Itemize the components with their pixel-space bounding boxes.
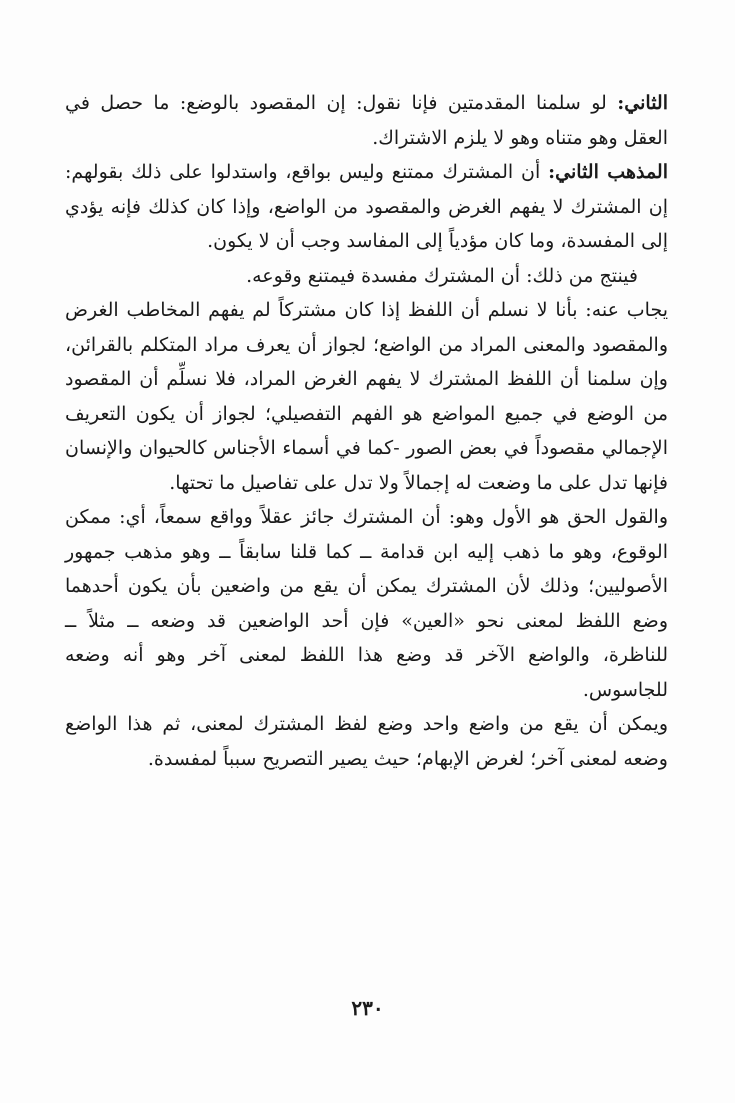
paragraph-text: لو سلمنا المقدمتين فإنا نقول: إن المقصود بالوضع: ما حصل في العقل وهو متناه وهو لا يلزم الاشتراك. — [65, 92, 668, 149]
paragraph-lead: المذهب الثاني: — [548, 161, 668, 183]
paragraph-1 — [65, 86, 668, 155]
paragraph-6 — [65, 707, 668, 776]
paragraph-4 — [65, 293, 668, 500]
paragraph-5 — [65, 500, 668, 707]
paragraph-text: ويمكن أن يقع من واضع واحد وضع لفظ المشترك لمعنى، ثم هذا الواضع وضعه لمعنى آخر؛ لغرض الإبهام؛ حيث يصير التصريح سبباً لمفسدة. — [65, 713, 668, 770]
page-number: ٢٣٠ — [351, 996, 384, 1020]
paragraph-lead: الثاني: — [617, 92, 668, 114]
paragraph-text: فينتج من ذلك: أن المشترك مفسدة فيمتنع وقوعه. — [246, 264, 638, 287]
page-body — [65, 86, 668, 776]
paragraph-3 — [65, 259, 668, 294]
paragraph-text: أن المشترك ممتنع وليس بواقع، واستدلوا على ذلك بقولهم: إن المشترك لا يفهم الغرض والمقصود من الواضع، وإذا كان كذلك فإنه يؤدي إلى المفسدة، وما كان مؤدياً إلى المفاسد وجب أن لا يكون. — [65, 161, 668, 252]
paragraph-text: يجاب عنه: بأنا لا نسلم أن اللفظ إذا كان مشتركاً لم يفهم المخاطب الغرض والمقصود والمعنى المراد من الواضع؛ لجواز أن يعرف مراد المتكلم بالقرائن، وإن سلمنا أن اللفظ المشترك لا يفهم الغرض المراد، فلا نسلِّم أن المقصود من الوضع في جميع المواضع هو الفهم التفصيلي؛ لجواز أن يكون التعريف الإجمالي مقصوداً في بعض الصور -كما في أسماء الأجناس كالحيوان والإنسان فإنها تدل على ما وضعت له إجمالاً ولا تدل على تفاصيل ما تحتها. — [65, 299, 669, 494]
paragraph-text: والقول الحق هو الأول وهو: أن المشترك جائز عقلاً وواقع سمعاً، أي: ممكن الوقوع، وهو ما ذهب إليه ابن قدامة ــ كما قلنا سابقاً ــ وهو مذهب جمهور الأصوليين؛ وذلك لأن المشترك يمكن أن يقع من واضعين بأن يكون أحدهما وضع اللفظ لمعنى نحو «العين» فإن أحد الواضعين قد وضعه ــ مثلاً ــ للناظرة، والواضع الآخر قد وضع هذا اللفظ لمعنى آخر وهو أنه وضعه للجاسوس. — [65, 506, 668, 701]
paragraph-2 — [65, 155, 668, 259]
